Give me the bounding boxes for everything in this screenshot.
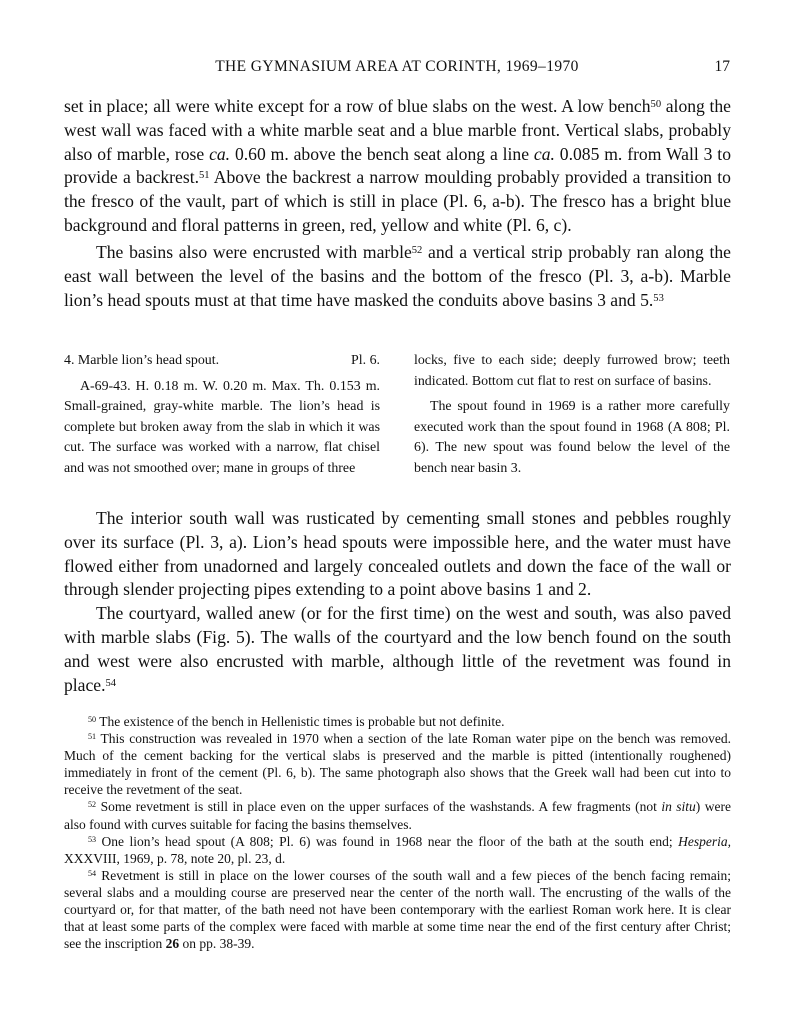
paragraph: set in place; all were white except for a row of blue slabs on the west. A low bench$^{50}$ along the west wall was faced with a white marble seat and a blue marble front. Vertical slabs, probably also of marble, rose ca. 0.60 m. above the bench seat along a line ca. 0.085 m. from Wall 3 to provide a backrest.$^{51}$ Above the backrest a narrow moulding probably provided a transition to the fresco of the vault, part of which is still in place (Pl. 6, a-b). The fresco has a bright blue background and floral patterns in green, red, yellow and white (Pl. 6, c). [64,96,731,235]
entry-plate: Pl. 6. [351,353,380,368]
running-header [64,58,730,80]
paragraph: The courtyard, walled anew (or for the first time) on the west and south, was also paved with marble slabs (Fig. 5). The walls of the courtyard and the low bench found on the south and west were also encrusted with marble, although little of the revetment was found in place.$^{54}$ [64,603,731,695]
footnote-ref[interactable]: 50 [650,99,662,110]
entry-title: 4. Marble lion’s head spout. [64,353,220,368]
catalogue-column-left [64,351,380,480]
entry-description-cont: locks, five to each side; deeply furrowed brow; teeth indicated. Bottom cut flat to rest on surface of basins. [414,353,730,389]
running-title: THE GYMNASIUM AREA AT CORINTH, 1969–1970 [215,58,579,75]
paragraph: The interior south wall was rusticated by cementing small stones and pebbles roughly over its surface (Pl. 3, a). Lion’s head spouts were impossible here, and the water must have flowed either from unadorned and largely concealed outlets and down the face of the wall or through slender projecting pipes extending to a point above basins 1 and 2. [64,508,731,600]
footnote-54: $^{54}$ Revetment is still in place on the lower courses of the south wall and a few pieces of the bench facing remain; several slabs and a moulding course are preserved near the center of the north wall. The encrusting of the walls of the courtyard or, for that matter, of the bath need not have been contemporary with the earliest Roman work here. It is clear that at least some parts of the complex were faced with marble at some time near the end of the first century after Christ; see the inscription 26 on pp. 38-39. [64,867,731,952]
footnote-50: $^{50}$ The existence of the bench in Hellenistic times is probable but not definite. [88,714,505,729]
main-text-top [64,95,731,238]
footnotes [64,713,731,952]
footnote-ref[interactable]: 54 [105,677,117,689]
footnote-ref[interactable]: 52 [411,245,423,256]
footnote-51: $^{51}$ This construction was revealed in 1970 when a section of the late Roman water pipe on the bench was removed. Much of the cement backing for the vertical slabs is preserved and the marble is pitted (intentionally roughened) immediately in front of the cement (Pl. 6, b). The same photograph also shows that the Greek wall had been cut into to receive the revetment of the seat. [64,731,731,798]
paragraph: The basins also were encrusted with marble$^{52}$ and a vertical strip probably ran along the east wall between the level of the basins and the bottom of the fresco (Pl. 3, a-b). Marble lion’s head spouts must at that time have masked the conduits above basins 3 and 5.53 [64,242,731,310]
page-number: 17 [714,58,730,75]
main-text-basins [64,241,731,312]
footnote-ref[interactable]: 51 [198,170,210,182]
main-text-bottom [64,507,731,697]
catalogue-heading [64,351,380,372]
catalogue-column-right [414,351,730,480]
entry-comment: The spout found in 1969 is a rather more carefully executed work than the spout found in 1968 (A 808; Pl. 6). The new spout was found below the level of the bench near basin 3. [414,399,730,476]
footnote-ref[interactable]: 53 [653,292,664,304]
entry-description: A-69-43. H. 0.18 m. W. 0.20 m. Max. Th. 0.153 m. Small-grained, gray-white marble. The lion’s head is complete but broken away from the slab in which it was cut. The surface was worked with a narrow, flat chisel and was not smoothed over; mane in groups of three [64,378,380,476]
footnote-53: $^{53}$ One lion’s head spout (A 808; Pl. 6) was found in 1968 near the floor of the bath at the south end; Hesperia, XXXVIII, 1969, p. 78, note 20, pl. 23, d. [64,833,731,866]
footnote-52: $^{52}$ Some revetment is still in place even on the upper surfaces of the washstands. A few fragments (not in situ) were also found with curves suitable for facing the basins themselves. [64,799,731,832]
